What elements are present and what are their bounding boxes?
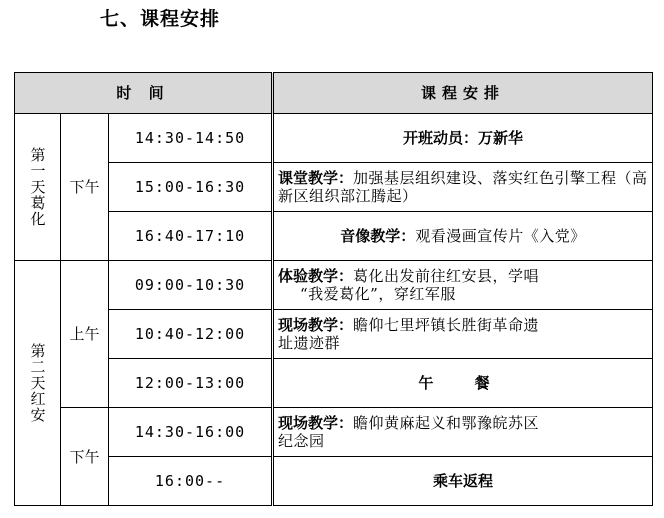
period-label: 下午 bbox=[61, 408, 109, 506]
time-cell: 09:00-10:30 bbox=[109, 261, 273, 310]
arrangement-cell bbox=[273, 457, 653, 506]
arrangement-desc: 瞻仰七里坪镇长胜街革命遗 bbox=[353, 316, 540, 334]
table-row bbox=[15, 261, 653, 310]
arrangement-title: 开班动员：万新华 bbox=[403, 129, 524, 147]
arrangement-desc-line2: 址遗迹群 bbox=[278, 334, 341, 352]
arrangement-title: 现场教学： bbox=[278, 316, 354, 334]
arrangement-cell bbox=[273, 359, 653, 408]
arrangement-desc: 瞻仰黄麻起义和鄂豫皖苏区 bbox=[353, 414, 540, 432]
time-cell: 15:00-16:30 bbox=[109, 163, 273, 212]
arrangement-column-header: 课程安排 bbox=[273, 73, 653, 114]
arrangement-cell bbox=[273, 408, 653, 457]
arrangement-cell bbox=[273, 163, 653, 212]
time-cell: 14:30-16:00 bbox=[109, 408, 273, 457]
arrangement-title: 乘车返程 bbox=[433, 472, 494, 490]
arrangement-title: 午 餐 bbox=[418, 374, 508, 392]
table-row bbox=[15, 212, 653, 261]
arrangement-desc: 加强基层组织建设、落实红色引擎工程（高新区组织部江腾起） bbox=[278, 169, 648, 205]
time-cell: 16:00-- bbox=[109, 457, 273, 506]
arrangement-cell bbox=[273, 114, 653, 163]
table-row bbox=[15, 457, 653, 506]
arrangement-cell bbox=[273, 212, 653, 261]
time-cell: 14:30-14:50 bbox=[109, 114, 273, 163]
section-heading: 七、课程安排 bbox=[100, 8, 221, 30]
table-row bbox=[15, 114, 653, 163]
time-cell: 10:40-12:00 bbox=[109, 310, 273, 359]
table-row bbox=[15, 163, 653, 212]
day-label: 第二天红安 bbox=[28, 343, 47, 423]
day-label: 第一天葛化 bbox=[28, 147, 47, 227]
day-label-cell bbox=[15, 261, 61, 506]
arrangement-cell bbox=[273, 310, 653, 359]
table-row bbox=[15, 310, 653, 359]
arrangement-desc-line2: 纪念园 bbox=[278, 432, 325, 450]
arrangement-title: 体验教学： bbox=[278, 267, 354, 285]
arrangement-desc: 葛化出发前往红安县，学唱 bbox=[353, 267, 540, 285]
arrangement-title: 现场教学： bbox=[278, 414, 354, 432]
time-cell: 12:00-13:00 bbox=[109, 359, 273, 408]
period-label: 下午 bbox=[61, 114, 109, 261]
arrangement-title: 音像教学： bbox=[340, 227, 416, 245]
arrangement-desc: 观看漫画宣传片《入党》 bbox=[415, 227, 586, 245]
arrangement-title: 课堂教学： bbox=[278, 169, 354, 187]
table-row bbox=[15, 359, 653, 408]
table-row bbox=[15, 408, 653, 457]
schedule-table bbox=[14, 72, 653, 506]
time-cell: 16:40-17:10 bbox=[109, 212, 273, 261]
time-column-header: 时 间 bbox=[15, 73, 273, 114]
table-header-row bbox=[15, 73, 653, 114]
period-label: 上午 bbox=[61, 261, 109, 408]
arrangement-desc-line2: “我爱葛化”，穿红军服 bbox=[300, 285, 456, 303]
arrangement-cell bbox=[273, 261, 653, 310]
day-label-cell bbox=[15, 114, 61, 261]
